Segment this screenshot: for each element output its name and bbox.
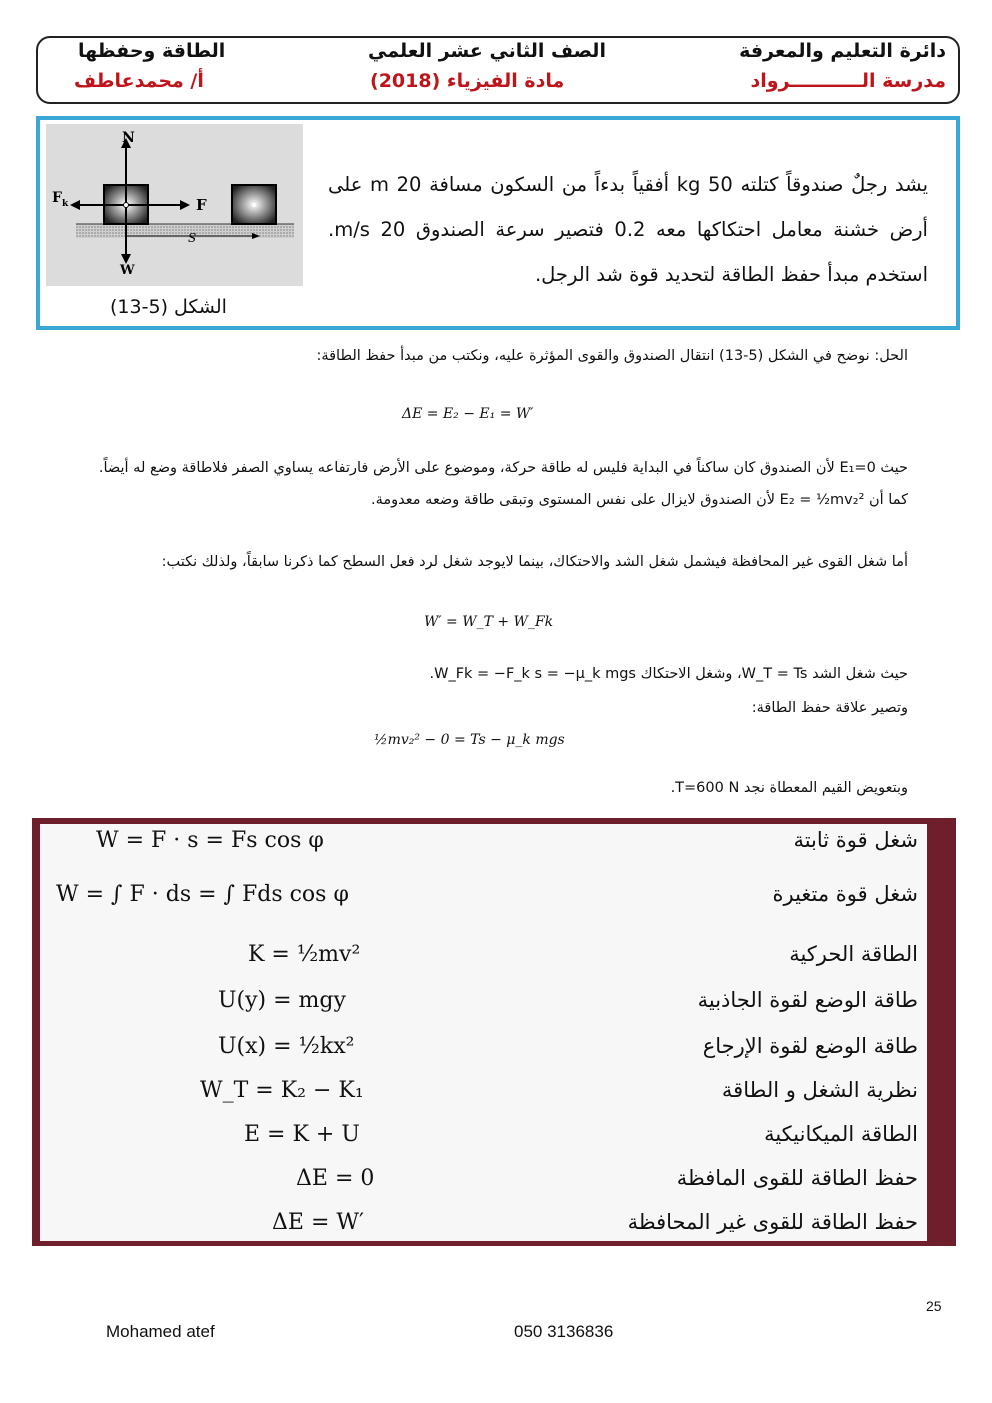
school-name: مدرسة الـــــــــــرواد xyxy=(750,70,946,92)
formula-row-value: E = K + U xyxy=(244,1122,360,1147)
formula-row-value: ΔE = 0 xyxy=(296,1166,375,1191)
formula-row-label: الطاقة الميكانيكية xyxy=(764,1122,918,1146)
formula-row-value: U(x) = ½kx² xyxy=(218,1034,355,1059)
equation-work-sum: W′ = W_T + W_Fk xyxy=(424,614,554,630)
force-diagram-svg xyxy=(46,124,303,286)
formula-row-label: طاقة الوضع لقوة الإرجاع xyxy=(702,1034,918,1058)
formula-row-label: الطاقة الحركية xyxy=(789,942,918,966)
label-f: F xyxy=(196,196,207,214)
equation-energy-balance: ½mv₂² − 0 = Ts − μ_k mgs xyxy=(374,732,565,748)
grade-label: الصف الثاني عشر العلمي xyxy=(368,40,606,62)
formula-row-label: نظرية الشغل و الطاقة xyxy=(721,1078,918,1102)
solution-relation: وتصير علاقة حفظ الطاقة: xyxy=(751,700,908,716)
equation-energy-change: ΔE = E₂ − E₁ = W′ xyxy=(402,406,534,422)
formula-row-value: U(y) = mgy xyxy=(218,988,346,1013)
formula-row-value: W = F · s = Fs cos φ xyxy=(96,828,324,853)
page-header xyxy=(36,36,960,104)
label-s: S xyxy=(188,231,197,245)
force-diagram xyxy=(46,124,303,286)
solution-work-terms: حيث شغل الشد W_T = Ts، وشغل الاحتكاك W_Fk = −F_k s = −μ_k mgs. xyxy=(429,666,908,682)
formula-row-value: ΔE = W′ xyxy=(272,1210,364,1235)
figure-caption: الشكل (5-13) xyxy=(110,296,227,318)
formula-row-label: شغل قوة ثابتة xyxy=(793,828,918,852)
solution-nonconservative: أما شغل القوى غير المحافظة فيشمل شغل الشد والاحتكاك، بينما لايوجد شغل لرد فعل السطح كما ذكرنا سابقاً، ولذلك نكتب: xyxy=(161,554,908,570)
formula-row-label: شغل قوة متغيرة xyxy=(772,882,918,906)
formula-row-value: W_T = K₂ − K₁ xyxy=(200,1078,364,1103)
formula-row-label: حفظ الطاقة للقوى غير المحافظة xyxy=(627,1210,918,1234)
label-n: N xyxy=(122,130,135,146)
formula-row-value: W = ∫ F · ds = ∫ Fds cos φ xyxy=(56,882,349,907)
page-number: 25 xyxy=(926,1298,942,1314)
label-fk-sub: k xyxy=(62,199,69,209)
author-name: Mohamed atef xyxy=(106,1322,215,1341)
phone-number: 050 3136836 xyxy=(514,1322,614,1341)
solution-intro: الحل: نوضح في الشكل (5-13) انتقال الصندوق والقوى المؤثرة عليه، ونكتب من مبدأ حفظ الطاقة: xyxy=(316,348,908,364)
label-w: W xyxy=(120,263,135,278)
solution-initial-state: حيث E₁=0 لأن الصندوق كان ساكناً في البداية فليس له طاقة حركة، وموضوع على الأرض فارتفاعه يساوي الصفر فلاطاقة وضع له أيضاً. كما أن E₂ = ½mv₂² لأن الصندوق لايزال على نفس المستوى وتبقى طاقة وضعه معدومة. xyxy=(98,460,908,508)
subject-label: مادة الفيزياء (2018) xyxy=(370,70,565,92)
topic-label: الطاقة وحفظها xyxy=(78,40,226,62)
formula-row-label: طاقة الوضع لقوة الجاذبية xyxy=(697,988,918,1012)
label-fk: F xyxy=(52,190,62,206)
teacher-name: أ/ محمدعاطف xyxy=(74,70,204,92)
problem-statement: يشد رجلٌ صندوقاً كتلته 50 kg أفقياً بدءاً من السكون مسافة 20 m على أرض خشنة معامل احتكاكها معه 0.2 فتصير سرعة الصندوق m/s 20. استخدم مبدأ حفظ الطاقة لتحديد قوة شد الرجل. xyxy=(328,173,928,286)
department-name: دائرة التعليم والمعرفة xyxy=(739,40,946,62)
formula-row-value: K = ½mv² xyxy=(248,942,361,967)
formula-row-label: حفظ الطاقة للقوى المافظة xyxy=(676,1166,918,1190)
solution-result: وبتعويض القيم المعطاة نجد T=600 N. xyxy=(670,780,908,796)
